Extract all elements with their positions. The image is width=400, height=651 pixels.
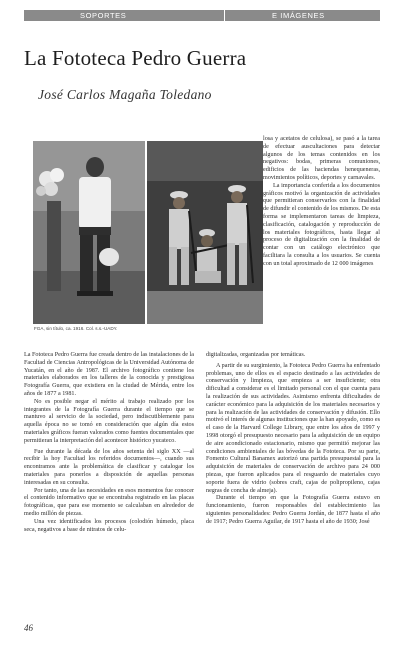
section-header-bar — [24, 10, 380, 21]
photo-man-portrait — [33, 141, 145, 324]
paragraph: A partir de su surgimiento, la Fototeca Pedro Guerra ha enfrentado problemas, uno de ellos es el espacio destinado a las actividades de conservación y limpieza, que empieza a ser insuficiente; otra dificultad a considerar es el limitado personal con el que cuenta para la realización de sus actividades. Asimismo enfrenta dificultades de carácter económico para la adquisición de los materiales necesarios y para la realización de las actividades de conservación y difusión. Ello motivó el interés de algunas instituciones que la han apoyado, como es el caso de la Harvard College Library, que entre los años de 1997 y 1998 otorgó el presupuesto necesario para la adquisición de un equipo de aire acondicionado estacionario, mismo que permitió mejorar las condiciones ambientales de las bóvedas de la Fototeca. Por su parte, Fomento Cultural Banamex autorizó una partida presupuestal para la adquisición de materiales de conservación de archivo para 24 000 piezas, que fueron aplicados para el resguardo de materiales cuyo soporte fuera de vidrio (sobres craft, cajas de polipropileno, cajas negras de concha de almeja). — [206, 362, 380, 494]
article-author: José Carlos Magaña Toledano — [38, 87, 212, 102]
paragraph: Fue durante la década de los años setenta del siglo XX —al recibir la hoy Facultad los referidos documentos—, cuando sus encontramos ante la problemática de clasificar y catalogar los materiales para ponerlos a disposición de aquellas personas interesadas en su consulta. — [24, 448, 194, 486]
text-column-right — [206, 352, 380, 527]
photo-man-portrait-image — [33, 141, 145, 324]
paragraph: Durante el tiempo en que la Fotografía Guerra estuvo en funcionamiento, fueron responsables del establecimiento las siguientes personalidades: Pedro Guerra Jordán, de 1877 hasta el año de 1917; Pedro Guerra Aguilar, de 1917 hasta el año de 1930; José — [206, 495, 380, 525]
text-column-left — [24, 352, 194, 534]
paragraph: losa y acetatos de celulosa), se pasó a la tarea de efectuar auscultaciones para detectar algunos de los temas contenidos en los negativos: bodas, primeras comuniones, edificios de las haciendas henequeneras, movimientos políticos, deportes y carnavales. — [263, 136, 380, 181]
photo-caption: FGA, sin título, ca. 1916. Col. s.s.-UADY. — [34, 326, 118, 331]
text-column-right-top — [263, 136, 380, 269]
paragraph: Por tanto, una de las necesidades en esos momentos fue conocer el contenido informativo que se encontraba registrado en las placas fotográficas, que para ese momento se calculaban en alrededor de medio millón de piezas. — [24, 487, 194, 517]
photo-soldiers-group-image — [147, 141, 263, 324]
page-number: 46 — [24, 623, 33, 633]
paragraph: No es posible negar el mérito al trabajo realizado por los integrantes de la Fotografía Guerra durante el tiempo que se mantuvo al servicio de la sociedad, pero indiscutiblemente para aquella época no se tomó en consideración que algún día estos materiales gráficos fueran valorados como fuentes documentales que permitieran la interpretación del acontecer histórico yucateco. — [24, 398, 194, 444]
section-label-right: E IMÁGENES — [272, 11, 325, 20]
paragraph: digitalizadas, organizadas por temáticas. — [206, 352, 306, 358]
article-title: La Fototeca Pedro Guerra — [24, 46, 247, 70]
section-label-left: SOPORTES — [80, 11, 127, 20]
paragraph: La Fototeca Pedro Guerra fue creada dentro de las instalaciones de la Facultad de Ciencias Antropológicas de la Universidad Autónoma de Yucatán, en el año de 1987. El archivo fotográfico contiene los materiales elaborados en los talleres de la conocida y prestigiosa Fotografía Guerra, que existiera en la ciudad de Mérida, entre los años de 1877 a 1981. — [24, 352, 194, 397]
photo-soldiers-group — [147, 141, 263, 324]
header-divider — [224, 10, 225, 21]
paragraph: Una vez identificados los procesos (colodión húmedo, placa seca, negativos a base de nitratos de celu- — [24, 518, 194, 533]
paragraph: La importancia conferida a los documentos gráficos motivó la organización de actividades que permitieran conservarlos con la finalidad de difundir el contenido de los mismos. De esta forma se implementaron tareas de limpieza, clasificación, catalogación y reproducción de los materiales fotográficos, hasta llegar al proceso de digitalización con la finalidad de contar con un catálogo electrónico que facilitara la consulta a los usuarios. Se cuenta con un total aproximado de 12 000 imágenes — [263, 182, 380, 267]
